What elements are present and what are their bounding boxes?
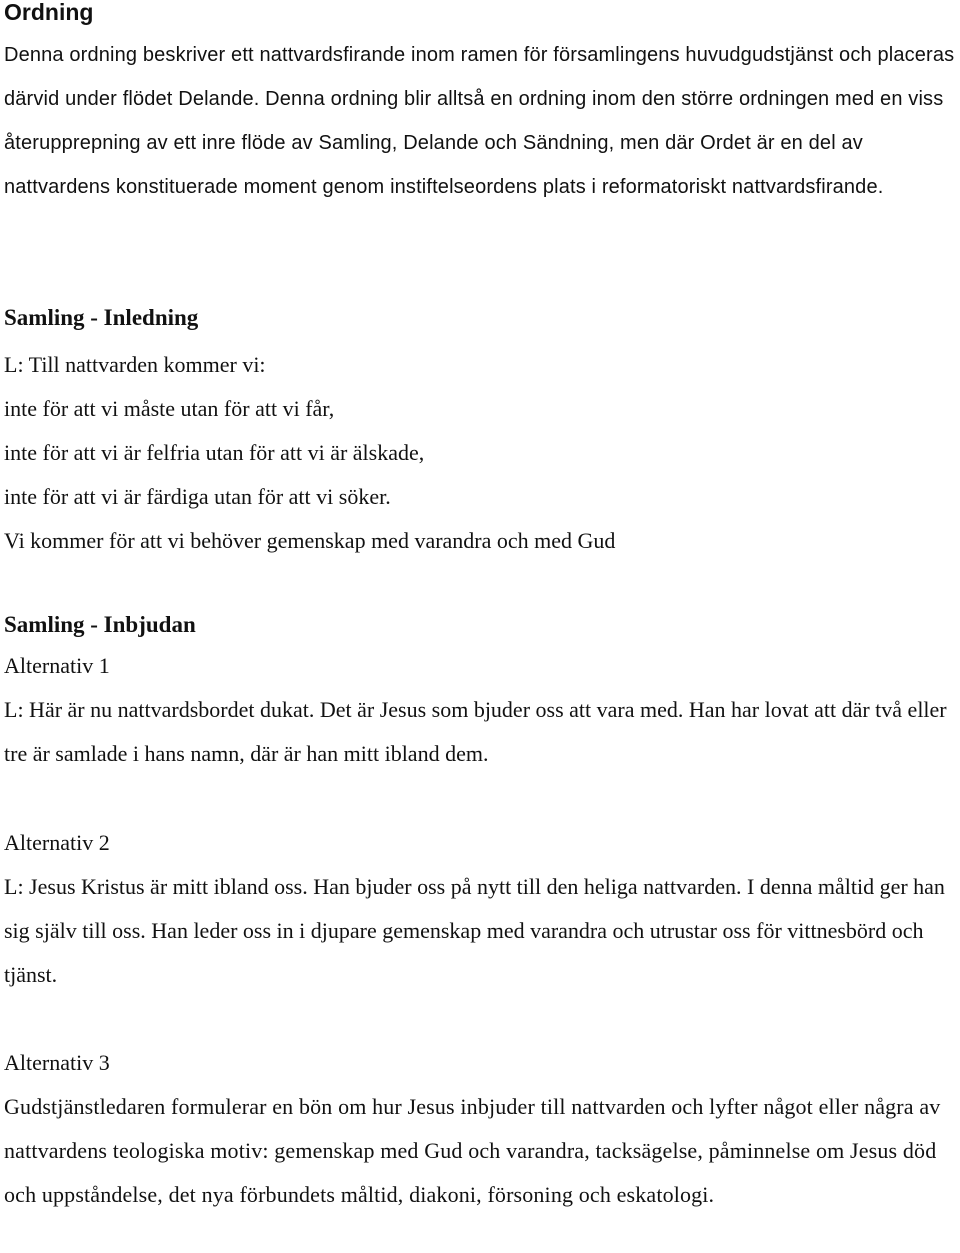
inledning-line: Vi kommer för att vi behöver gemenskap med varandra och med Gud bbox=[4, 528, 616, 553]
alternativ-label: Alternativ 2 bbox=[4, 830, 110, 855]
alternativ-text: Gudstjänstledaren formulerar en bön om hur Jesus inbjuder till nattvarden och lyfter något eller några av nattvardens teologiska motiv: gemenskap med Gud och varandra, tacksägelse, påminnelse om Jesus död och uppståndelse, det nya förbundets måltid, diakoni, försoning och eskatologi. bbox=[4, 1094, 941, 1207]
ordning-paragraph: Denna ordning beskriver ett nattvardsfirande inom ramen för församlingens huvudgudstjänst och placeras därvid under flödet Delande. Denna ordning blir alltså en ordning inom den större ordningen med en viss återupprepning av ett inre flöde av Samling, Delande och Sändning, men där Ordet är en del av nattvardens konstituerade moment genom instiftelseordens plats i reformatoriskt nattvardsfirande. bbox=[4, 44, 955, 198]
inledning-line: inte för att vi måste utan för att vi får, bbox=[4, 396, 335, 421]
inledning-line: inte för att vi är felfria utan för att vi är älskade, bbox=[4, 440, 425, 465]
inledning-line: inte för att vi är färdiga utan för att vi söker. bbox=[4, 484, 391, 509]
alternativ-1 bbox=[4, 644, 960, 776]
inbjudan-section bbox=[4, 611, 960, 639]
alternativ-2 bbox=[4, 821, 960, 997]
inledning-line: L: Till nattvarden kommer vi: bbox=[4, 352, 266, 377]
inbjudan-heading: Samling - Inbjudan bbox=[4, 612, 196, 637]
inledning-text bbox=[4, 343, 960, 563]
alternativ-text: L: Här är nu nattvardsbordet dukat. Det är Jesus som bjuder oss att vara med. Han har lovat att där två eller tre är samlade i hans namn, där är han mitt ibland dem. bbox=[4, 697, 947, 766]
inledning-heading: Samling - Inledning bbox=[4, 305, 199, 330]
alternativ-label: Alternativ 3 bbox=[4, 1050, 110, 1075]
alternativ-label: Alternativ 1 bbox=[4, 653, 110, 678]
inledning-section bbox=[4, 304, 960, 563]
ordning-heading: Ordning bbox=[4, 0, 94, 25]
alternativ-3 bbox=[4, 1041, 960, 1217]
alternativ-text: L: Jesus Kristus är mitt ibland oss. Han bjuder oss på nytt till den heliga nattvarden. I denna måltid ger han sig själv till oss. Han leder oss in i djupare gemenskap med varandra och utrustar oss för vittnesbörd och tjänst. bbox=[4, 874, 945, 987]
